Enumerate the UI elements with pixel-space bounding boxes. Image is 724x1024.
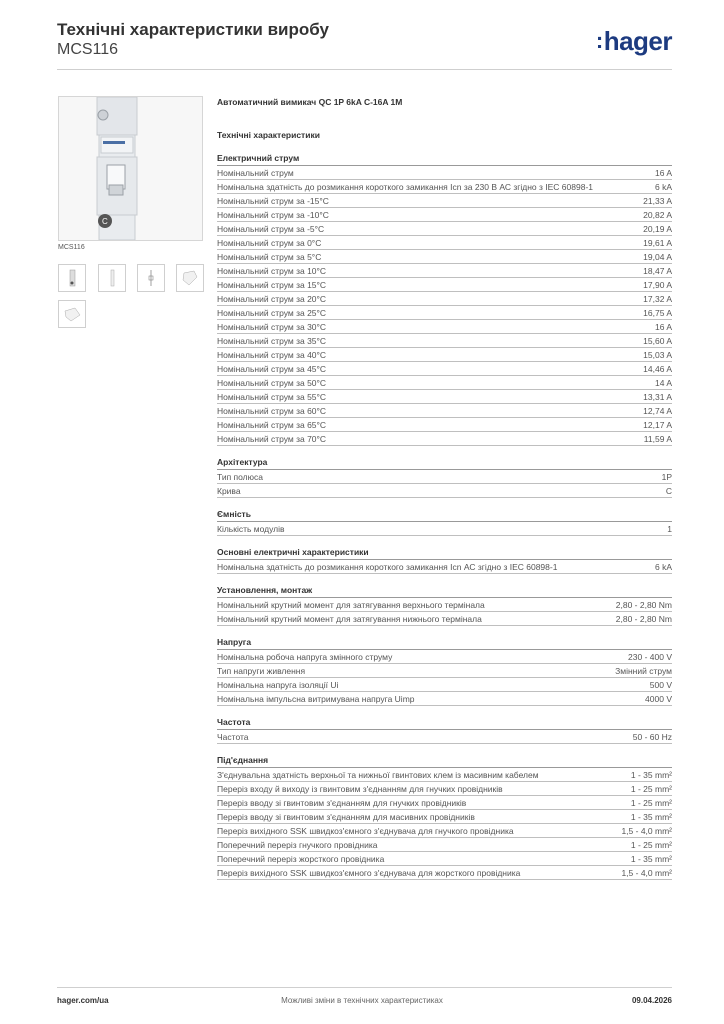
spec-row [217,236,672,250]
spec-row [217,194,672,208]
spec-value: 12,17 A [643,420,672,430]
spec-row [217,838,672,852]
image-caption: MCS116 [58,244,85,251]
footer-divider [57,987,672,988]
spec-value: 1 - 25 mm² [630,784,672,794]
spec-value: 20,19 A [643,224,672,234]
side-view-thumb-icon [99,265,125,291]
spec-value: 20,82 A [643,210,672,220]
spec-value: 1 - 35 mm² [630,854,672,864]
circuit-breaker-image [59,97,202,240]
spec-value: 12,74 A [643,406,672,416]
spec-label: Тип полюса [217,472,263,482]
spec-section [217,546,672,574]
spec-row [217,404,672,418]
spec-row [217,250,672,264]
spec-value: 15,60 A [643,336,672,346]
spec-value: 2,80 - 2,80 Nm [615,600,672,610]
spec-section [217,456,672,498]
product-name: Автоматичний вимикач QC 1P 6kA C-16A 1M [217,97,403,107]
spec-value: 1 - 35 mm² [630,770,672,780]
spec-label: Номінальний струм за 70°C [217,434,327,444]
spec-label: Номінальний крутний момент для затягування верхнього термінала [217,600,485,610]
diagram-thumb-icon [138,265,164,291]
product-image[interactable] [58,96,203,241]
spec-label: Номінальний струм за 50°C [217,378,327,388]
spec-label: Переріз вводу зі гвинтовим з'єднанням для гнучких провідників [217,798,467,808]
section-title: Основні електричні характеристики [217,546,672,560]
spec-row [217,264,672,278]
spec-row [217,612,672,626]
spec-value: 14 A [654,378,672,388]
spec-row [217,166,672,180]
spec-value: 2,80 - 2,80 Nm [615,614,672,624]
spec-value: 21,33 A [643,196,672,206]
spec-row [217,334,672,348]
spec-value: 1 - 35 mm² [630,812,672,822]
logo-text: hager [603,26,672,56]
spec-label: Номінальний струм за 55°C [217,392,327,402]
spec-label: Переріз вихідного SSK швидкоз'ємного з'єднувача для жорсткого провідника [217,868,521,878]
thumbnail-diagram[interactable] [137,264,165,292]
spec-value: 16 A [654,168,672,178]
spec-value: 6 kA [654,182,672,192]
spec-label: Поперечний переріз жорсткого провідника [217,854,385,864]
spec-row [217,796,672,810]
spec-row [217,678,672,692]
spec-row [217,278,672,292]
spec-section [217,584,672,626]
spec-section [217,508,672,536]
spec-label: Номінальний струм за 0°C [217,238,322,248]
spec-row [217,484,672,498]
section-title: Електричний струм [217,152,672,166]
spec-row [217,390,672,404]
spec-label: Номінальна здатність до розмикання короткого замикання Icn АС згідно з IEC 60898-1 [217,562,558,572]
spec-label: Кількість модулів [217,524,285,534]
spec-row [217,768,672,782]
spec-row [217,222,672,236]
spec-label: Номінальна здатність до розмикання короткого замикання Icn за 230 В АС згідно з IEC 60898-1 [217,182,593,192]
footer-disclaimer: Можливі зміни в технічних характеристиках [281,996,443,1005]
tech-specs-heading: Технічні характеристики [217,130,320,140]
spec-label: Номінальний струм за -15°C [217,196,329,206]
header-divider [57,69,672,70]
spec-value: 19,61 A [643,238,672,248]
spec-value: 18,47 A [643,266,672,276]
spec-label: Переріз вводу зі гвинтовим з'єднанням для масивних провідників [217,812,475,822]
spec-value: 1 - 25 mm² [630,798,672,808]
spec-row [217,348,672,362]
spec-label: Номінальний струм за 60°C [217,406,327,416]
page-title: Технічні характеристики виробу [57,20,329,39]
spec-value: 1 - 25 mm² [630,840,672,850]
spec-label: Номінальний струм за 65°C [217,420,327,430]
thumbnail-3d-view[interactable] [176,264,204,292]
spec-label: Переріз входу й виходу із гвинтовим з'єднанням для гнучких провідників [217,784,503,794]
spec-section [217,754,672,880]
spec-label: Номінальний струм за 30°C [217,322,327,332]
spec-row [217,432,672,446]
spec-row [217,866,672,880]
spec-section [217,152,672,446]
spec-row [217,208,672,222]
perspective-thumb-icon [59,301,85,327]
spec-value: 6 kA [654,562,672,572]
spec-row [217,292,672,306]
spec-row [217,824,672,838]
spec-label: Номінальний струм за 25°C [217,308,327,318]
spec-label: Поперечний переріз гнучкого провідника [217,840,378,850]
section-title: Ємність [217,508,672,522]
spec-label: Номінальний струм за 20°C [217,294,327,304]
spec-row [217,418,672,432]
spec-value: C [665,486,672,496]
spec-label: Номінальний струм за 5°C [217,252,322,262]
spec-sections [217,152,672,880]
thumbnail-perspective[interactable] [58,300,86,328]
spec-row [217,470,672,484]
spec-value: 17,90 A [643,280,672,290]
product-code: MCS116 [57,41,119,58]
thumbnail-front-view[interactable] [58,264,86,292]
section-title: Архітектура [217,456,672,470]
svg-text:C: C [102,217,108,226]
spec-value: 4000 V [645,694,672,704]
spec-label: Переріз вихідного SSK швидкоз'ємного з'єднувача для гнучкого провідника [217,826,514,836]
spec-value: 16 A [654,322,672,332]
section-title: Напруга [217,636,672,650]
spec-label: Номінальний струм за 45°C [217,364,327,374]
spec-value: 16,75 A [643,308,672,318]
spec-label: Номінальна робоча напруга змінного струму [217,652,393,662]
spec-row [217,650,672,664]
thumbnail-side-view[interactable] [98,264,126,292]
spec-label: Номінальний струм за 10°C [217,266,327,276]
specifications [217,96,672,880]
spec-label: Номінальний струм за -10°C [217,210,329,220]
spec-value: Змінний струм [615,666,672,676]
spec-row [217,692,672,706]
spec-value: 11,59 A [643,434,672,444]
footer-website[interactable]: hager.com/ua [57,996,109,1005]
spec-section [217,716,672,744]
spec-row [217,180,672,194]
front-view-thumb-icon [59,265,85,291]
footer-date: 09.04.2026 [631,996,672,1005]
spec-row [217,522,672,536]
brand-logo: :hager [595,26,672,56]
spec-label: Частота [217,732,249,742]
spec-value: 50 - 60 Hz [632,732,672,742]
3d-view-thumb-icon [177,265,203,291]
spec-label: Крива [217,486,241,496]
spec-row [217,730,672,744]
spec-row [217,376,672,390]
spec-row [217,852,672,866]
spec-label: Номінальний струм [217,168,294,178]
spec-row [217,560,672,574]
spec-label: Номінальна напруга ізоляції Ui [217,680,339,690]
spec-value: 1,5 - 4,0 mm² [621,868,672,878]
spec-row [217,362,672,376]
spec-value: 1 [667,524,672,534]
spec-label: Номінальний крутний момент для затягування нижнього термінала [217,614,482,624]
spec-value: 19,04 A [643,252,672,262]
spec-value: 230 - 400 V [628,652,672,662]
spec-label: Тип напруги живлення [217,666,306,676]
spec-value: 500 V [649,680,672,690]
spec-row [217,664,672,678]
spec-row [217,598,672,612]
spec-value: 13,31 A [643,392,672,402]
section-title: Частота [217,716,672,730]
spec-value: 15,03 A [643,350,672,360]
spec-row [217,810,672,824]
section-title: Під'єднання [217,754,672,768]
spec-section [217,636,672,706]
spec-row [217,782,672,796]
spec-label: Номінальний струм за 40°C [217,350,327,360]
spec-label: З'єднувальна здатність верхньої та нижньої гвинтових клем із масивним кабелем [217,770,539,780]
spec-label: Номінальний струм за 35°C [217,336,327,346]
spec-label: Номінальний струм за -5°C [217,224,325,234]
spec-row [217,306,672,320]
spec-label: Номінальний струм за 15°C [217,280,327,290]
spec-value: 1P [661,472,672,482]
spec-label: Номінальна імпульсна витримувана напруга Uimp [217,694,415,704]
section-title: Установлення, монтаж [217,584,672,598]
spec-value: 1,5 - 4,0 mm² [621,826,672,836]
spec-value: 14,46 A [643,364,672,374]
spec-value: 17,32 A [643,294,672,304]
spec-row [217,320,672,334]
